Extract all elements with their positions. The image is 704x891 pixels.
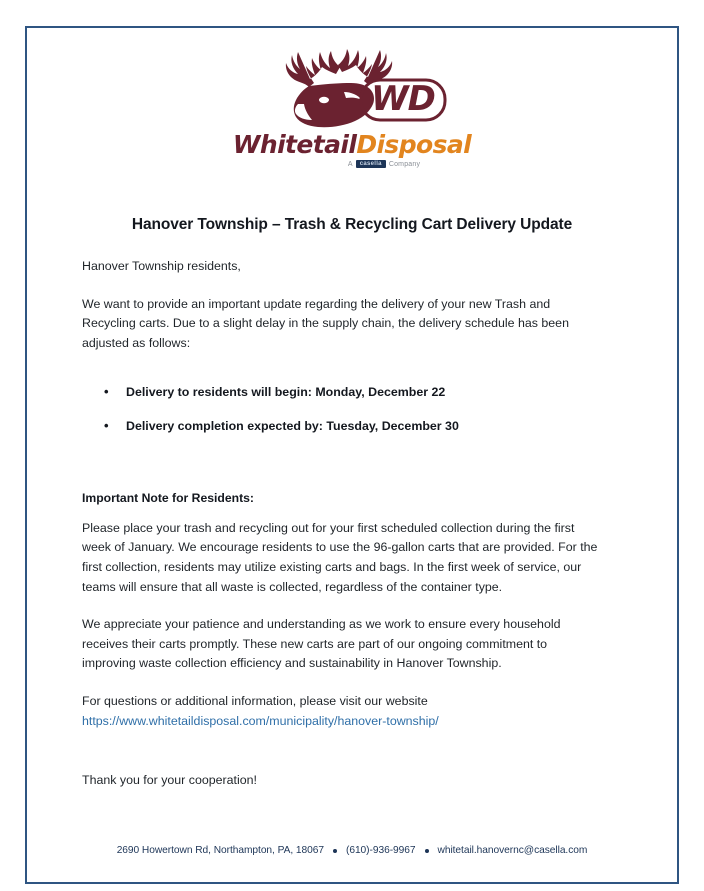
questions-paragraph: For questions or additional information, please visit our website xyxy=(82,693,428,708)
list-item: • Delivery to residents will begin: Monday, December 22 xyxy=(126,383,602,402)
intro-paragraph: We want to provide an important update regarding the delivery of your new Trash and Recycling carts. Due to a slight delay in the supply chain, the delivery schedule has been adjusted as follows: xyxy=(82,296,569,350)
separator-dot-icon xyxy=(425,849,429,853)
logo-wordmark xyxy=(233,132,471,157)
page-title: Hanover Township – Trash & Recycling Cart Delivery Update xyxy=(131,216,573,234)
letter-body xyxy=(82,257,602,791)
separator-dot-icon xyxy=(333,849,337,853)
whitetail-deer-head-logo xyxy=(252,42,452,134)
spacer xyxy=(82,731,602,771)
spacer xyxy=(82,436,602,476)
spacer xyxy=(82,353,602,383)
document-border xyxy=(25,26,679,884)
tagline-suffix: Company xyxy=(388,160,421,168)
spacer xyxy=(82,674,602,692)
list-item: • Delivery completion expected by: Tuesday, December 30 xyxy=(126,417,602,436)
wd-badge xyxy=(361,79,445,120)
spacer xyxy=(82,277,602,295)
tagline-prefix: A xyxy=(347,160,353,168)
website-link[interactable]: https://www.whitetaildisposal.com/municipality/hanover-township/ xyxy=(82,713,439,728)
important-note-heading: Important Note for Residents: xyxy=(82,490,254,505)
footer-contact-bar xyxy=(27,845,677,856)
delivery-schedule-list xyxy=(82,383,602,436)
wordmark-disposal: Disposal xyxy=(356,130,472,159)
closing-line: Thank you for your cooperation! xyxy=(82,773,257,788)
company-logo xyxy=(27,42,677,168)
document-content xyxy=(27,28,677,882)
footer-phone: (610)-936-9967 xyxy=(345,845,416,856)
logo-tagline xyxy=(348,160,420,168)
casella-brand-box: casella xyxy=(356,160,386,168)
appreciation-paragraph: We appreciate your patience and understanding as we work to ensure every household receives their carts promptly. These new carts are part of our ongoing commitment to improving waste collection efficiency and sustainability in Hanover Township. xyxy=(82,617,561,671)
salutation: Hanover Township residents, xyxy=(82,259,241,273)
footer-address: 2690 Howertown Rd, Northampton, PA, 18067 xyxy=(116,845,324,856)
footer-email: whitetail.hanovernc@casella.com xyxy=(437,845,588,856)
svg-text:WD: WD xyxy=(371,79,435,119)
spacer xyxy=(82,597,602,615)
important-note-text: Please place your trash and recycling out for your first scheduled collection during the first week of January. We encourage residents to use the 96-gallon carts that are provided. For the first collection, residents may utilize existing carts and bags. In the first week of service, our teams will ensure that all waste is collected, regardless of the container type. xyxy=(82,520,598,594)
wordmark-whitetail: Whitetail xyxy=(232,130,357,159)
